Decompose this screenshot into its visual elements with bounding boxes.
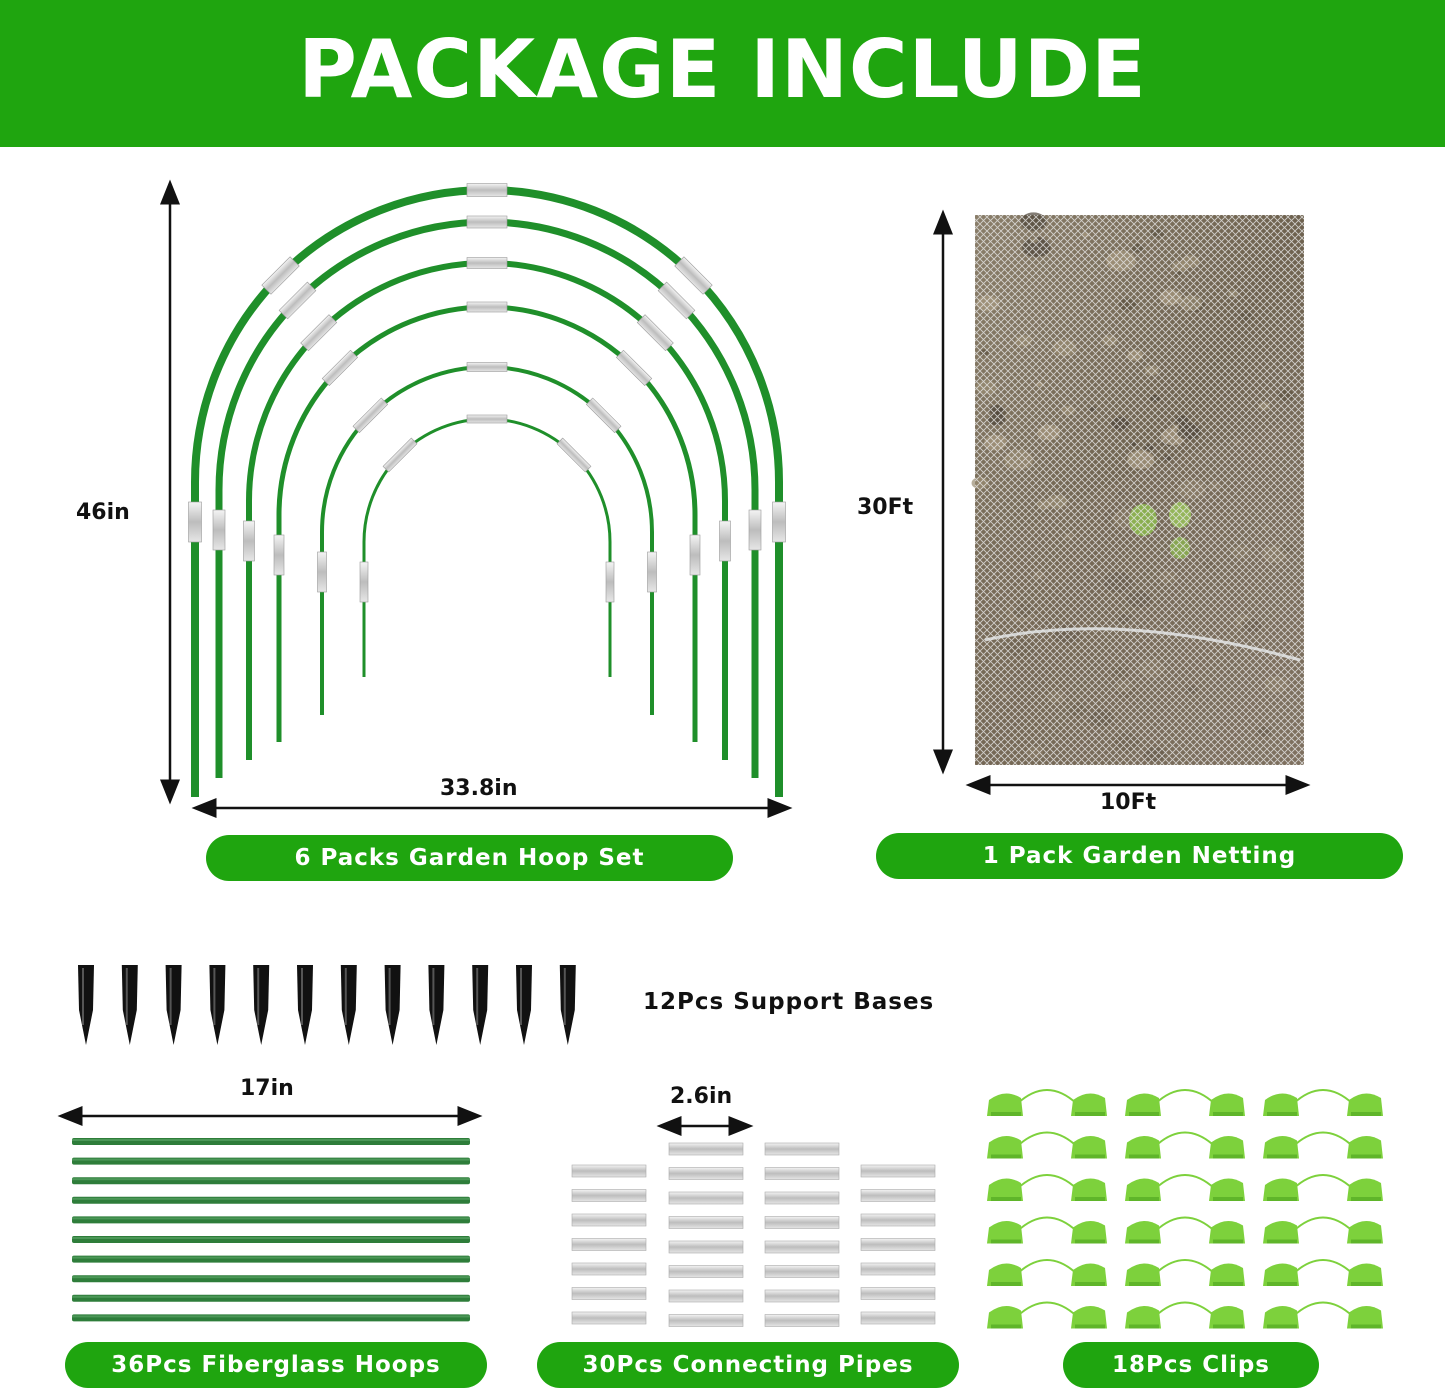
netting-width-label: 10Ft xyxy=(1100,790,1157,815)
clip xyxy=(1263,1090,1383,1116)
connecting-pipe xyxy=(765,1241,839,1253)
netting-caption: 1 Pack Garden Netting xyxy=(876,833,1403,879)
hoop-connector xyxy=(606,562,614,602)
support-base xyxy=(341,965,357,1045)
rod-highlight xyxy=(72,1139,470,1141)
hoop-connector xyxy=(690,535,700,575)
hoop-connector xyxy=(648,552,657,592)
hoop-width-label: 33.8in xyxy=(440,776,518,801)
connecting-pipe xyxy=(861,1214,935,1226)
connecting-pipe xyxy=(669,1217,743,1229)
support-base xyxy=(166,965,182,1045)
rod-highlight xyxy=(72,1296,470,1298)
connecting-pipe xyxy=(765,1266,839,1278)
connecting-pipe xyxy=(669,1192,743,1204)
connecting-pipe xyxy=(765,1192,839,1204)
support-base xyxy=(122,965,138,1045)
support-base xyxy=(297,965,313,1045)
hoop-connector xyxy=(262,257,299,294)
rod-highlight xyxy=(72,1315,470,1317)
support-base xyxy=(78,965,94,1045)
hoop-connector xyxy=(616,350,651,385)
hoop-connector xyxy=(189,502,202,542)
connecting-pipe xyxy=(861,1312,935,1324)
support-base xyxy=(385,965,401,1045)
clip xyxy=(987,1260,1107,1286)
rod-highlight xyxy=(72,1178,470,1180)
clip xyxy=(1125,1218,1245,1244)
support-base xyxy=(516,965,532,1045)
connecting-pipe xyxy=(765,1217,839,1229)
pipe-length-label: 2.6in xyxy=(670,1084,733,1109)
hoop-connector xyxy=(467,258,507,269)
clip xyxy=(987,1090,1107,1116)
clip xyxy=(1125,1133,1245,1159)
hoop-connector xyxy=(773,502,786,542)
support-bases-label: 12Pcs Support Bases xyxy=(643,989,935,1015)
rod-highlight xyxy=(72,1276,470,1278)
connecting-pipe xyxy=(669,1168,743,1180)
hoop-connector xyxy=(658,282,695,319)
connecting-pipes-caption: 30Pcs Connecting Pipes xyxy=(537,1342,959,1388)
hoop-connector xyxy=(467,363,507,372)
connecting-pipe xyxy=(572,1239,646,1251)
hoop-connector xyxy=(274,535,284,575)
garden-hoops-illustration xyxy=(189,184,786,798)
connecting-pipe xyxy=(861,1239,935,1251)
hoop-connector xyxy=(557,438,591,472)
clip xyxy=(1263,1175,1383,1201)
hoop-set-caption: 6 Packs Garden Hoop Set xyxy=(206,835,733,881)
connecting-pipe xyxy=(669,1241,743,1253)
support-base xyxy=(428,965,444,1045)
connecting-pipe xyxy=(861,1190,935,1202)
clip xyxy=(1263,1218,1383,1244)
support-base xyxy=(560,965,576,1045)
connecting-pipe xyxy=(572,1312,646,1324)
connecting-pipe xyxy=(861,1288,935,1300)
connecting-pipes-illustration xyxy=(572,1143,935,1327)
connecting-pipe xyxy=(669,1290,743,1302)
clip xyxy=(987,1303,1107,1329)
connecting-pipe xyxy=(765,1290,839,1302)
clips-illustration xyxy=(987,1090,1383,1329)
garden-netting-photo xyxy=(972,212,1304,765)
clip xyxy=(987,1133,1107,1159)
connecting-pipe xyxy=(572,1190,646,1202)
clip xyxy=(1125,1090,1245,1116)
support-bases-illustration xyxy=(78,965,576,1045)
support-base xyxy=(253,965,269,1045)
hoop-connector xyxy=(301,315,337,351)
connecting-pipe xyxy=(572,1288,646,1300)
hoop-connector xyxy=(383,438,417,472)
hoop-connector xyxy=(467,184,507,197)
rod-highlight xyxy=(72,1217,470,1219)
connecting-pipe xyxy=(765,1168,839,1180)
fiberglass-hoops-caption: 36Pcs Fiberglass Hoops xyxy=(65,1342,487,1388)
rod-highlight xyxy=(72,1198,470,1200)
hoop-connector xyxy=(467,415,507,423)
page-title: PACKAGE INCLUDE xyxy=(298,23,1147,116)
rod-highlight xyxy=(72,1237,470,1239)
clip xyxy=(1125,1303,1245,1329)
rod-highlight xyxy=(72,1257,470,1259)
connecting-pipe xyxy=(861,1263,935,1275)
clip xyxy=(1125,1260,1245,1286)
clip xyxy=(987,1218,1107,1244)
hoop-connector xyxy=(360,562,368,602)
hoop-connector xyxy=(279,282,316,319)
clip xyxy=(987,1175,1107,1201)
hoop-connector xyxy=(322,350,357,385)
hoop-connector xyxy=(213,510,225,550)
support-base xyxy=(472,965,488,1045)
connecting-pipe xyxy=(669,1315,743,1327)
hoop-connector xyxy=(586,398,621,433)
hoop-connector xyxy=(720,521,731,561)
rod-highlight xyxy=(72,1159,470,1161)
connecting-pipe xyxy=(861,1165,935,1177)
clip xyxy=(1125,1175,1245,1201)
hoop-connector xyxy=(467,216,507,228)
hoop-connector xyxy=(244,521,255,561)
support-base xyxy=(209,965,225,1045)
hoop-height-label: 46in xyxy=(76,500,130,525)
hoop-connector xyxy=(675,257,712,294)
hoop-connector xyxy=(749,510,761,550)
connecting-pipe xyxy=(765,1143,839,1155)
hoop-connector xyxy=(353,398,388,433)
connecting-pipe xyxy=(572,1263,646,1275)
connecting-pipe xyxy=(669,1266,743,1278)
connecting-pipe xyxy=(572,1165,646,1177)
clip xyxy=(1263,1260,1383,1286)
hoop-connector xyxy=(467,302,507,312)
fiberglass-rods-illustration xyxy=(72,1138,470,1321)
netting-height-label: 30Ft xyxy=(857,495,914,520)
connecting-pipe xyxy=(765,1315,839,1327)
connecting-pipe xyxy=(572,1214,646,1226)
clip xyxy=(1263,1303,1383,1329)
hoop-connector xyxy=(318,552,327,592)
clips-caption: 18Pcs Clips xyxy=(1063,1342,1319,1388)
hoop-connector xyxy=(637,315,673,351)
connecting-pipe xyxy=(669,1143,743,1155)
clip xyxy=(1263,1133,1383,1159)
rod-length-label: 17in xyxy=(240,1076,294,1101)
